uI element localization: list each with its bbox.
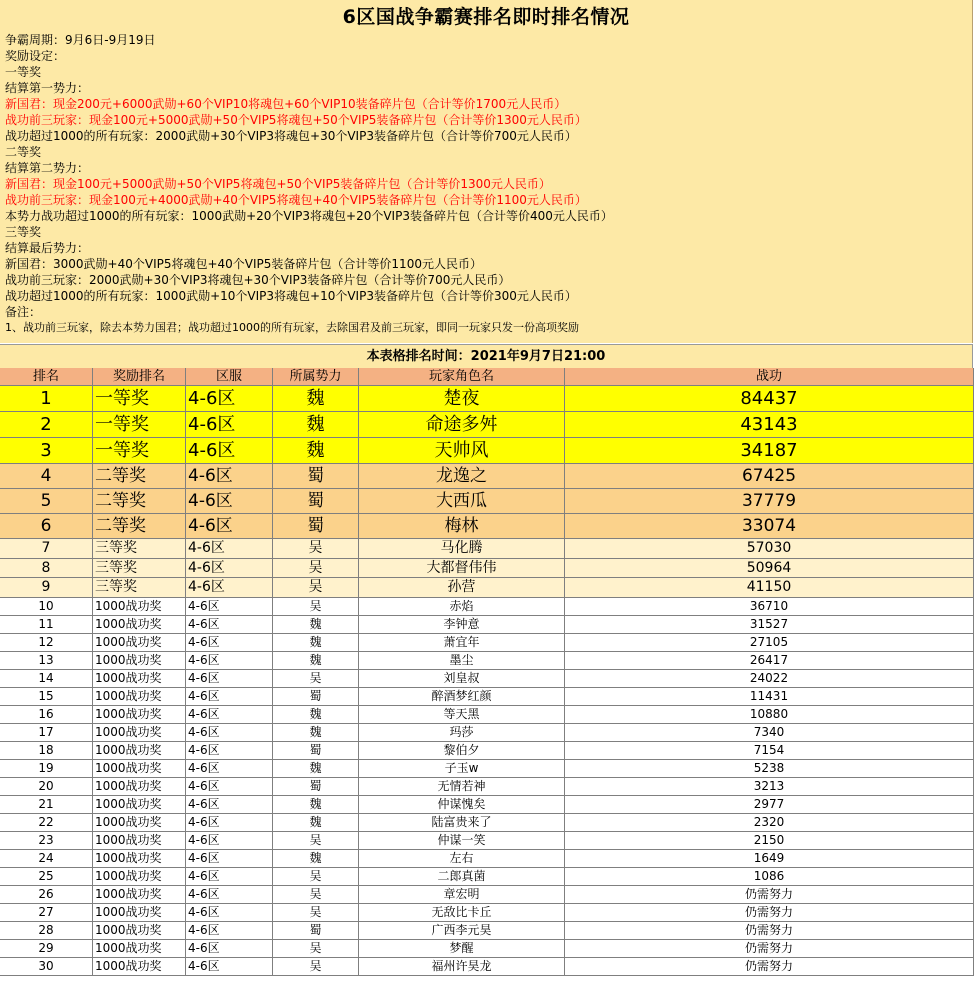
table-row[interactable]: [0, 652, 974, 670]
rank-cell[interactable]: 29: [0, 940, 93, 958]
rank-cell[interactable]: 9: [0, 578, 93, 598]
faction-cell[interactable]: 吴: [273, 598, 359, 616]
column-header-reward[interactable]: 奖励排名: [93, 368, 186, 386]
rank-cell[interactable]: 24: [0, 850, 93, 868]
merit-cell[interactable]: 26417: [565, 652, 974, 670]
faction-cell[interactable]: 吴: [273, 904, 359, 922]
server-cell[interactable]: 4-6区: [186, 670, 273, 688]
merit-cell[interactable]: 27105: [565, 634, 974, 652]
rank-cell[interactable]: 23: [0, 832, 93, 850]
ranking-time-caption: 本表格排名时间：2021年9月7日21:00: [0, 344, 973, 368]
table-row[interactable]: [0, 958, 974, 976]
merit-cell[interactable]: 36710: [565, 598, 974, 616]
table-row[interactable]: [0, 670, 974, 688]
merit-cell[interactable]: 11431: [565, 688, 974, 706]
player-name-cell[interactable]: 马化腾: [359, 539, 565, 559]
table-row[interactable]: [0, 814, 974, 832]
merit-cell[interactable]: 仍需努力: [565, 922, 974, 940]
table-row[interactable]: [0, 688, 974, 706]
faction-cell[interactable]: 蜀: [273, 489, 359, 514]
rank-cell[interactable]: 15: [0, 688, 93, 706]
server-cell[interactable]: 4-6区: [186, 778, 273, 796]
reward-cell[interactable]: 1000战功奖: [93, 742, 186, 760]
server-cell[interactable]: 4-6区: [186, 559, 273, 579]
merit-cell[interactable]: 仍需努力: [565, 904, 974, 922]
info-line: 一等奖: [5, 65, 42, 79]
faction-cell[interactable]: 魏: [273, 438, 359, 464]
merit-cell[interactable]: 7340: [565, 724, 974, 742]
table-row[interactable]: [0, 904, 974, 922]
server-cell[interactable]: 4-6区: [186, 886, 273, 904]
table-row[interactable]: [0, 832, 974, 850]
reward-cell[interactable]: 1000战功奖: [93, 922, 186, 940]
table-row[interactable]: [0, 438, 974, 464]
player-name-cell[interactable]: 刘皇叔: [359, 670, 565, 688]
table-row[interactable]: [0, 464, 974, 489]
faction-cell[interactable]: 蜀: [273, 922, 359, 940]
reward-cell[interactable]: 一等奖: [93, 438, 186, 464]
merit-cell[interactable]: 34187: [565, 438, 974, 464]
player-name-cell[interactable]: 醉酒梦红颜: [359, 688, 565, 706]
player-name-cell[interactable]: 命途多舛: [359, 412, 565, 438]
player-name-cell[interactable]: 孙营: [359, 578, 565, 598]
player-name-cell[interactable]: 仲谋一笑: [359, 832, 565, 850]
rank-cell[interactable]: 25: [0, 868, 93, 886]
player-name-cell[interactable]: 仲谋愧矣: [359, 796, 565, 814]
player-name-cell[interactable]: 玛莎: [359, 724, 565, 742]
server-cell[interactable]: 4-6区: [186, 832, 273, 850]
info-line: 战功超过1000的所有玩家：1000武勋+10个VIP3将魂包+10个VIP3装备碎片包（合计等价300元人民币）: [5, 289, 577, 303]
table-row[interactable]: [0, 514, 974, 539]
merit-cell[interactable]: 37779: [565, 489, 974, 514]
reward-cell[interactable]: 三等奖: [93, 539, 186, 559]
player-name-cell[interactable]: 广西李元昊: [359, 922, 565, 940]
player-name-cell[interactable]: 子玉w: [359, 760, 565, 778]
reward-cell[interactable]: 1000战功奖: [93, 706, 186, 724]
server-cell[interactable]: 4-6区: [186, 904, 273, 922]
reward-cell[interactable]: 1000战功奖: [93, 832, 186, 850]
player-name-cell[interactable]: 福州许昊龙: [359, 958, 565, 976]
player-name-cell[interactable]: 无情若神: [359, 778, 565, 796]
reward-cell[interactable]: 1000战功奖: [93, 886, 186, 904]
column-header-player[interactable]: 玩家角色名: [359, 368, 565, 386]
reward-cell[interactable]: 1000战功奖: [93, 688, 186, 706]
table-row[interactable]: [0, 796, 974, 814]
server-cell[interactable]: 4-6区: [186, 539, 273, 559]
server-cell[interactable]: 4-6区: [186, 688, 273, 706]
rank-cell[interactable]: 8: [0, 559, 93, 579]
table-row[interactable]: [0, 922, 974, 940]
merit-cell[interactable]: 仍需努力: [565, 958, 974, 976]
merit-cell[interactable]: 57030: [565, 539, 974, 559]
column-header-faction[interactable]: 所属势力: [273, 368, 359, 386]
reward-cell[interactable]: 一等奖: [93, 412, 186, 438]
faction-cell[interactable]: 吴: [273, 832, 359, 850]
player-name-cell[interactable]: 大都督伟伟: [359, 559, 565, 579]
reward-cell[interactable]: 三等奖: [93, 578, 186, 598]
table-row[interactable]: [0, 868, 974, 886]
table-row[interactable]: [0, 412, 974, 438]
table-row[interactable]: [0, 742, 974, 760]
player-name-cell[interactable]: 二郎真菌: [359, 868, 565, 886]
rank-cell[interactable]: 27: [0, 904, 93, 922]
faction-cell[interactable]: 蜀: [273, 742, 359, 760]
reward-cell[interactable]: 1000战功奖: [93, 796, 186, 814]
merit-cell[interactable]: 84437: [565, 386, 974, 412]
info-line: 结算最后势力：: [5, 241, 90, 255]
reward-info-block: [0, 0, 973, 343]
merit-cell[interactable]: 1086: [565, 868, 974, 886]
merit-cell[interactable]: 10880: [565, 706, 974, 724]
table-row[interactable]: [0, 489, 974, 514]
info-line: 新国君：3000武勋+40个VIP5将魂包+40个VIP5装备碎片包（合计等价1100元人民币）: [5, 257, 482, 271]
faction-cell[interactable]: 魏: [273, 652, 359, 670]
faction-cell[interactable]: 蜀: [273, 514, 359, 539]
faction-cell[interactable]: 吴: [273, 868, 359, 886]
faction-cell[interactable]: 魏: [273, 386, 359, 412]
rank-cell[interactable]: 14: [0, 670, 93, 688]
table-row[interactable]: [0, 559, 974, 579]
table-row[interactable]: [0, 634, 974, 652]
info-line: 奖励设定：: [5, 49, 66, 63]
server-cell[interactable]: 4-6区: [186, 706, 273, 724]
table-row[interactable]: [0, 850, 974, 868]
rank-cell[interactable]: 30: [0, 958, 93, 976]
table-row[interactable]: [0, 778, 974, 796]
info-line: 战功前三玩家：2000武勋+30个VIP3将魂包+30个VIP3装备碎片包（合计等价700元人民币）: [5, 273, 511, 287]
reward-rules: [0, 32, 972, 336]
merit-cell[interactable]: 5238: [565, 760, 974, 778]
reward-cell[interactable]: 二等奖: [93, 514, 186, 539]
server-cell[interactable]: 4-6区: [186, 940, 273, 958]
faction-cell[interactable]: 蜀: [273, 464, 359, 489]
server-cell[interactable]: 4-6区: [186, 760, 273, 778]
reward-cell[interactable]: 三等奖: [93, 559, 186, 579]
rank-cell[interactable]: 13: [0, 652, 93, 670]
server-cell[interactable]: 4-6区: [186, 724, 273, 742]
faction-cell[interactable]: 魏: [273, 706, 359, 724]
player-name-cell[interactable]: 章宏明: [359, 886, 565, 904]
merit-cell[interactable]: 50964: [565, 559, 974, 579]
rank-cell[interactable]: 2: [0, 412, 93, 438]
rank-cell[interactable]: 6: [0, 514, 93, 539]
player-name-cell[interactable]: 萧宜年: [359, 634, 565, 652]
reward-cell[interactable]: 一等奖: [93, 386, 186, 412]
reward-cell[interactable]: 1000战功奖: [93, 958, 186, 976]
faction-cell[interactable]: 魏: [273, 850, 359, 868]
faction-cell[interactable]: 魏: [273, 634, 359, 652]
rank-cell[interactable]: 1: [0, 386, 93, 412]
server-cell[interactable]: 4-6区: [186, 868, 273, 886]
server-cell[interactable]: 4-6区: [186, 386, 273, 412]
player-name-cell[interactable]: 梅林: [359, 514, 565, 539]
faction-cell[interactable]: 吴: [273, 539, 359, 559]
column-header-server[interactable]: 区服: [186, 368, 273, 386]
merit-cell[interactable]: 2150: [565, 832, 974, 850]
table-row[interactable]: [0, 940, 974, 958]
server-cell[interactable]: 4-6区: [186, 742, 273, 760]
merit-cell[interactable]: 31527: [565, 616, 974, 634]
info-line: 新国君：现金100元+5000武勋+50个VIP5将魂包+50个VIP5装备碎片包（合计等价1300元人民币）: [5, 177, 551, 191]
info-line: 结算第二势力：: [5, 161, 90, 175]
faction-cell[interactable]: 魏: [273, 796, 359, 814]
info-line: 战功前三玩家：现金100元+4000武勋+40个VIP5将魂包+40个VIP5装备碎片包（合计等价1100元人民币）: [5, 193, 587, 207]
rank-cell[interactable]: 7: [0, 539, 93, 559]
faction-cell[interactable]: 吴: [273, 940, 359, 958]
table-header-row: [0, 368, 974, 386]
info-line: 本势力战功超过1000的所有玩家：1000武勋+20个VIP3将魂包+20个VIP3装备碎片包（合计等价400元人民币）: [5, 209, 613, 223]
faction-cell[interactable]: 蜀: [273, 688, 359, 706]
player-name-cell[interactable]: 陆富贵来了: [359, 814, 565, 832]
info-line: 1、战功前三玩家，除去本势力国君；战功超过1000的所有玩家，去除国君及前三玩家，即同一玩家只发一份高项奖励: [5, 321, 579, 334]
merit-cell[interactable]: 33074: [565, 514, 974, 539]
server-cell[interactable]: 4-6区: [186, 850, 273, 868]
reward-cell[interactable]: 1000战功奖: [93, 778, 186, 796]
rank-cell[interactable]: 20: [0, 778, 93, 796]
rank-cell[interactable]: 5: [0, 489, 93, 514]
reward-cell[interactable]: 1000战功奖: [93, 904, 186, 922]
server-cell[interactable]: 4-6区: [186, 412, 273, 438]
reward-cell[interactable]: 二等奖: [93, 489, 186, 514]
reward-cell[interactable]: 1000战功奖: [93, 940, 186, 958]
faction-cell[interactable]: 吴: [273, 559, 359, 579]
reward-cell[interactable]: 1000战功奖: [93, 652, 186, 670]
table-row[interactable]: [0, 724, 974, 742]
table-row[interactable]: [0, 886, 974, 904]
server-cell[interactable]: 4-6区: [186, 514, 273, 539]
rank-cell[interactable]: 19: [0, 760, 93, 778]
server-cell[interactable]: 4-6区: [186, 652, 273, 670]
reward-cell[interactable]: 1000战功奖: [93, 724, 186, 742]
reward-cell[interactable]: 二等奖: [93, 464, 186, 489]
player-name-cell[interactable]: 黎伯夕: [359, 742, 565, 760]
player-name-cell[interactable]: 左右: [359, 850, 565, 868]
info-line: 结算第一势力：: [5, 81, 90, 95]
rank-cell[interactable]: 10: [0, 598, 93, 616]
server-cell[interactable]: 4-6区: [186, 616, 273, 634]
server-cell[interactable]: 4-6区: [186, 598, 273, 616]
rank-cell[interactable]: 26: [0, 886, 93, 904]
server-cell[interactable]: 4-6区: [186, 796, 273, 814]
page-title: 6区国战争霸赛排名即时排名情况: [342, 6, 630, 28]
player-name-cell[interactable]: 大西瓜: [359, 489, 565, 514]
merit-cell[interactable]: 24022: [565, 670, 974, 688]
info-line: 三等奖: [5, 225, 42, 239]
player-name-cell[interactable]: 墨尘: [359, 652, 565, 670]
merit-cell[interactable]: 2320: [565, 814, 974, 832]
merit-cell[interactable]: 2977: [565, 796, 974, 814]
merit-cell[interactable]: 7154: [565, 742, 974, 760]
reward-cell[interactable]: 1000战功奖: [93, 868, 186, 886]
info-line: 战功前三玩家：现金100元+5000武勋+50个VIP5将魂包+50个VIP5装备碎片包（合计等价1300元人民币）: [5, 113, 587, 127]
rank-cell[interactable]: 17: [0, 724, 93, 742]
player-name-cell[interactable]: 赤焰: [359, 598, 565, 616]
server-cell[interactable]: 4-6区: [186, 489, 273, 514]
faction-cell[interactable]: 蜀: [273, 778, 359, 796]
player-name-cell[interactable]: 楚夜: [359, 386, 565, 412]
rank-cell[interactable]: 28: [0, 922, 93, 940]
rank-cell[interactable]: 16: [0, 706, 93, 724]
reward-cell[interactable]: 1000战功奖: [93, 760, 186, 778]
merit-cell[interactable]: 3213: [565, 778, 974, 796]
reward-cell[interactable]: 1000战功奖: [93, 814, 186, 832]
server-cell[interactable]: 4-6区: [186, 958, 273, 976]
faction-cell[interactable]: 吴: [273, 578, 359, 598]
rank-cell[interactable]: 11: [0, 616, 93, 634]
merit-cell[interactable]: 仍需努力: [565, 940, 974, 958]
rank-cell[interactable]: 3: [0, 438, 93, 464]
player-name-cell[interactable]: 梦醒: [359, 940, 565, 958]
faction-cell[interactable]: 吴: [273, 886, 359, 904]
table-row[interactable]: [0, 539, 974, 559]
faction-cell[interactable]: 魏: [273, 760, 359, 778]
player-name-cell[interactable]: 李钟意: [359, 616, 565, 634]
player-name-cell[interactable]: 龙逸之: [359, 464, 565, 489]
reward-cell[interactable]: 1000战功奖: [93, 634, 186, 652]
merit-cell[interactable]: 43143: [565, 412, 974, 438]
server-cell[interactable]: 4-6区: [186, 814, 273, 832]
server-cell[interactable]: 4-6区: [186, 634, 273, 652]
merit-cell[interactable]: 仍需努力: [565, 886, 974, 904]
info-line: 新国君：现金200元+6000武勋+60个VIP10将魂包+60个VIP10装备碎片包（合计等价1700元人民币）: [5, 97, 567, 111]
player-name-cell[interactable]: 无敌比卡丘: [359, 904, 565, 922]
faction-cell[interactable]: 吴: [273, 670, 359, 688]
server-cell[interactable]: 4-6区: [186, 438, 273, 464]
merit-cell[interactable]: 1649: [565, 850, 974, 868]
server-cell[interactable]: 4-6区: [186, 464, 273, 489]
info-line: 备注：: [5, 305, 42, 319]
rank-cell[interactable]: 21: [0, 796, 93, 814]
table-row[interactable]: [0, 616, 974, 634]
table-row[interactable]: [0, 386, 974, 412]
column-header-rank[interactable]: 排名: [0, 368, 93, 386]
reward-cell[interactable]: 1000战功奖: [93, 670, 186, 688]
table-row[interactable]: [0, 706, 974, 724]
reward-cell[interactable]: 1000战功奖: [93, 598, 186, 616]
rank-cell[interactable]: 18: [0, 742, 93, 760]
table-row[interactable]: [0, 760, 974, 778]
column-header-merit[interactable]: 战功: [565, 368, 974, 386]
player-name-cell[interactable]: 等天黑: [359, 706, 565, 724]
faction-cell[interactable]: 魏: [273, 814, 359, 832]
server-cell[interactable]: 4-6区: [186, 578, 273, 598]
info-line: 二等奖: [5, 145, 42, 159]
player-name-cell[interactable]: 天帅风: [359, 438, 565, 464]
merit-cell[interactable]: 41150: [565, 578, 974, 598]
rank-cell[interactable]: 12: [0, 634, 93, 652]
table-row[interactable]: [0, 578, 974, 598]
faction-cell[interactable]: 魏: [273, 412, 359, 438]
rank-cell[interactable]: 4: [0, 464, 93, 489]
server-cell[interactable]: 4-6区: [186, 922, 273, 940]
reward-cell[interactable]: 1000战功奖: [93, 616, 186, 634]
info-line: 争霸周期：9月6日-9月19日: [5, 33, 156, 47]
table-row[interactable]: [0, 598, 974, 616]
ranking-table: [0, 368, 974, 976]
faction-cell[interactable]: 魏: [273, 616, 359, 634]
info-line: 战功超过1000的所有玩家：2000武勋+30个VIP3将魂包+30个VIP3装备碎片包（合计等价700元人民币）: [5, 129, 577, 143]
faction-cell[interactable]: 吴: [273, 958, 359, 976]
rank-cell[interactable]: 22: [0, 814, 93, 832]
reward-cell[interactable]: 1000战功奖: [93, 850, 186, 868]
merit-cell[interactable]: 67425: [565, 464, 974, 489]
faction-cell[interactable]: 魏: [273, 724, 359, 742]
